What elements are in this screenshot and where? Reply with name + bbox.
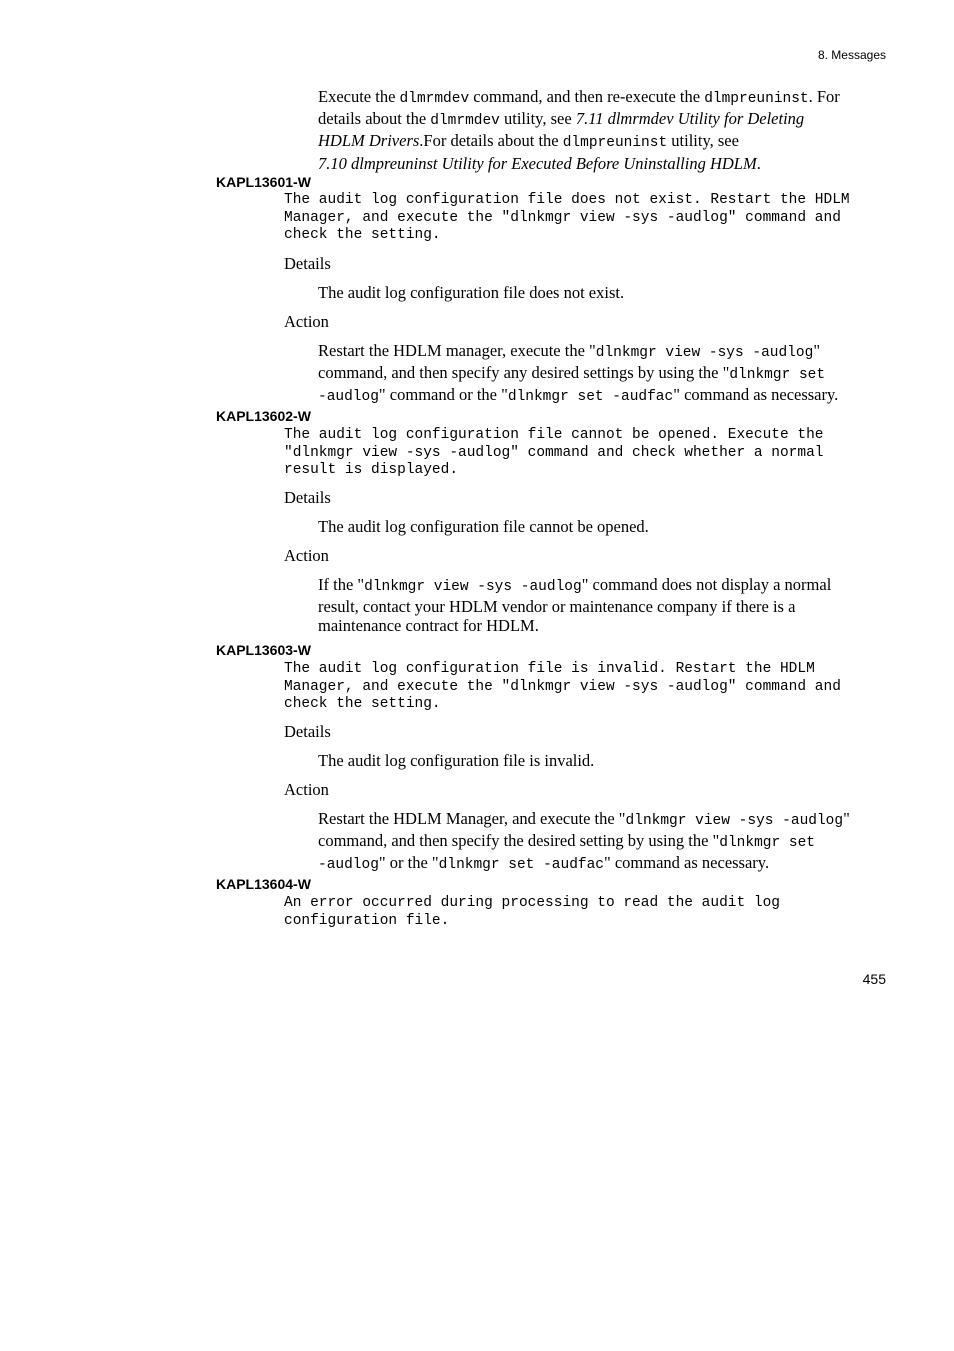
details-label: Details bbox=[284, 254, 331, 273]
xref-dlmrmdev-cont: HDLM Drivers bbox=[318, 131, 420, 151]
page-number: 455 bbox=[862, 971, 886, 987]
action-label: Action bbox=[284, 312, 329, 331]
message-id: KAPL13603-W bbox=[216, 642, 311, 658]
action-text: Restart the HDLM Manager, and execute the "dlnkmgr view -sys -audlog" command, and then specify the desired setting by using the "dlnkmgr set -audlog" or the "dlnkmgr set -audfac" command as necessary. bbox=[318, 809, 850, 874]
action-text: Restart the HDLM manager, execute the "dlnkmgr view -sys -audlog" command, and then specify any desired settings by using the "dlnkmgr set -audlog" command or the "dlnkmgr set -audfac" command as necessary. bbox=[318, 341, 839, 406]
action-label: Action bbox=[284, 546, 329, 565]
details-label: Details bbox=[284, 722, 331, 741]
xref-dlmrmdev: 7.11 dlmrmdev Utility for Deleting bbox=[575, 109, 805, 129]
message-text: The audit log configuration file cannot be opened. Execute the "dlnkmgr view -sys -audlog" command and check whether a normal result is displayed. bbox=[284, 427, 824, 478]
xref-dlmpreuninst: 7.10 dlmpreuninst Utility for Executed Before Uninstalling HDLM bbox=[318, 153, 757, 173]
message-id: KAPL13602-W bbox=[216, 408, 311, 424]
message-text: The audit log configuration file is invalid. Restart the HDLM Manager, and execute the "dlnkmgr view -sys -audlog" command and check the setting. bbox=[284, 661, 841, 712]
message-text: The audit log configuration file does not exist. Restart the HDLM Manager, and execute the "dlnkmgr view -sys -audlog" command and check the setting. bbox=[284, 192, 850, 243]
message-id: KAPL13601-W bbox=[216, 174, 311, 190]
message-id: KAPL13604-W bbox=[216, 876, 311, 892]
running-header: 8. Messages bbox=[817, 48, 886, 62]
action-text: If the "dlnkmgr view -sys -audlog" command does not display a normal result, contact your HDLM vendor or maintenance company if there is a maintenance contract for HDLM. bbox=[318, 575, 832, 636]
details-text: The audit log configuration file is invalid. bbox=[318, 751, 595, 770]
details-text: The audit log configuration file does not exist. bbox=[318, 283, 625, 302]
intro-paragraph: Execute the dlmrmdev command, and then re-execute the dlmpreuninst. For details about the dlmrmdev utility, see 7.11 dlmrmdev Utility for Deleting HDLM Drivers.For details about the dlmpreuninst utility, see 7.10 dlmpreuninst Utility for Executed Before Uninstalling HDLM. bbox=[318, 87, 840, 173]
action-label: Action bbox=[284, 780, 329, 799]
details-text: The audit log configuration file cannot be opened. bbox=[318, 517, 649, 536]
message-text: An error occurred during processing to read the audit log configuration file. bbox=[284, 895, 780, 929]
details-label: Details bbox=[284, 488, 331, 507]
